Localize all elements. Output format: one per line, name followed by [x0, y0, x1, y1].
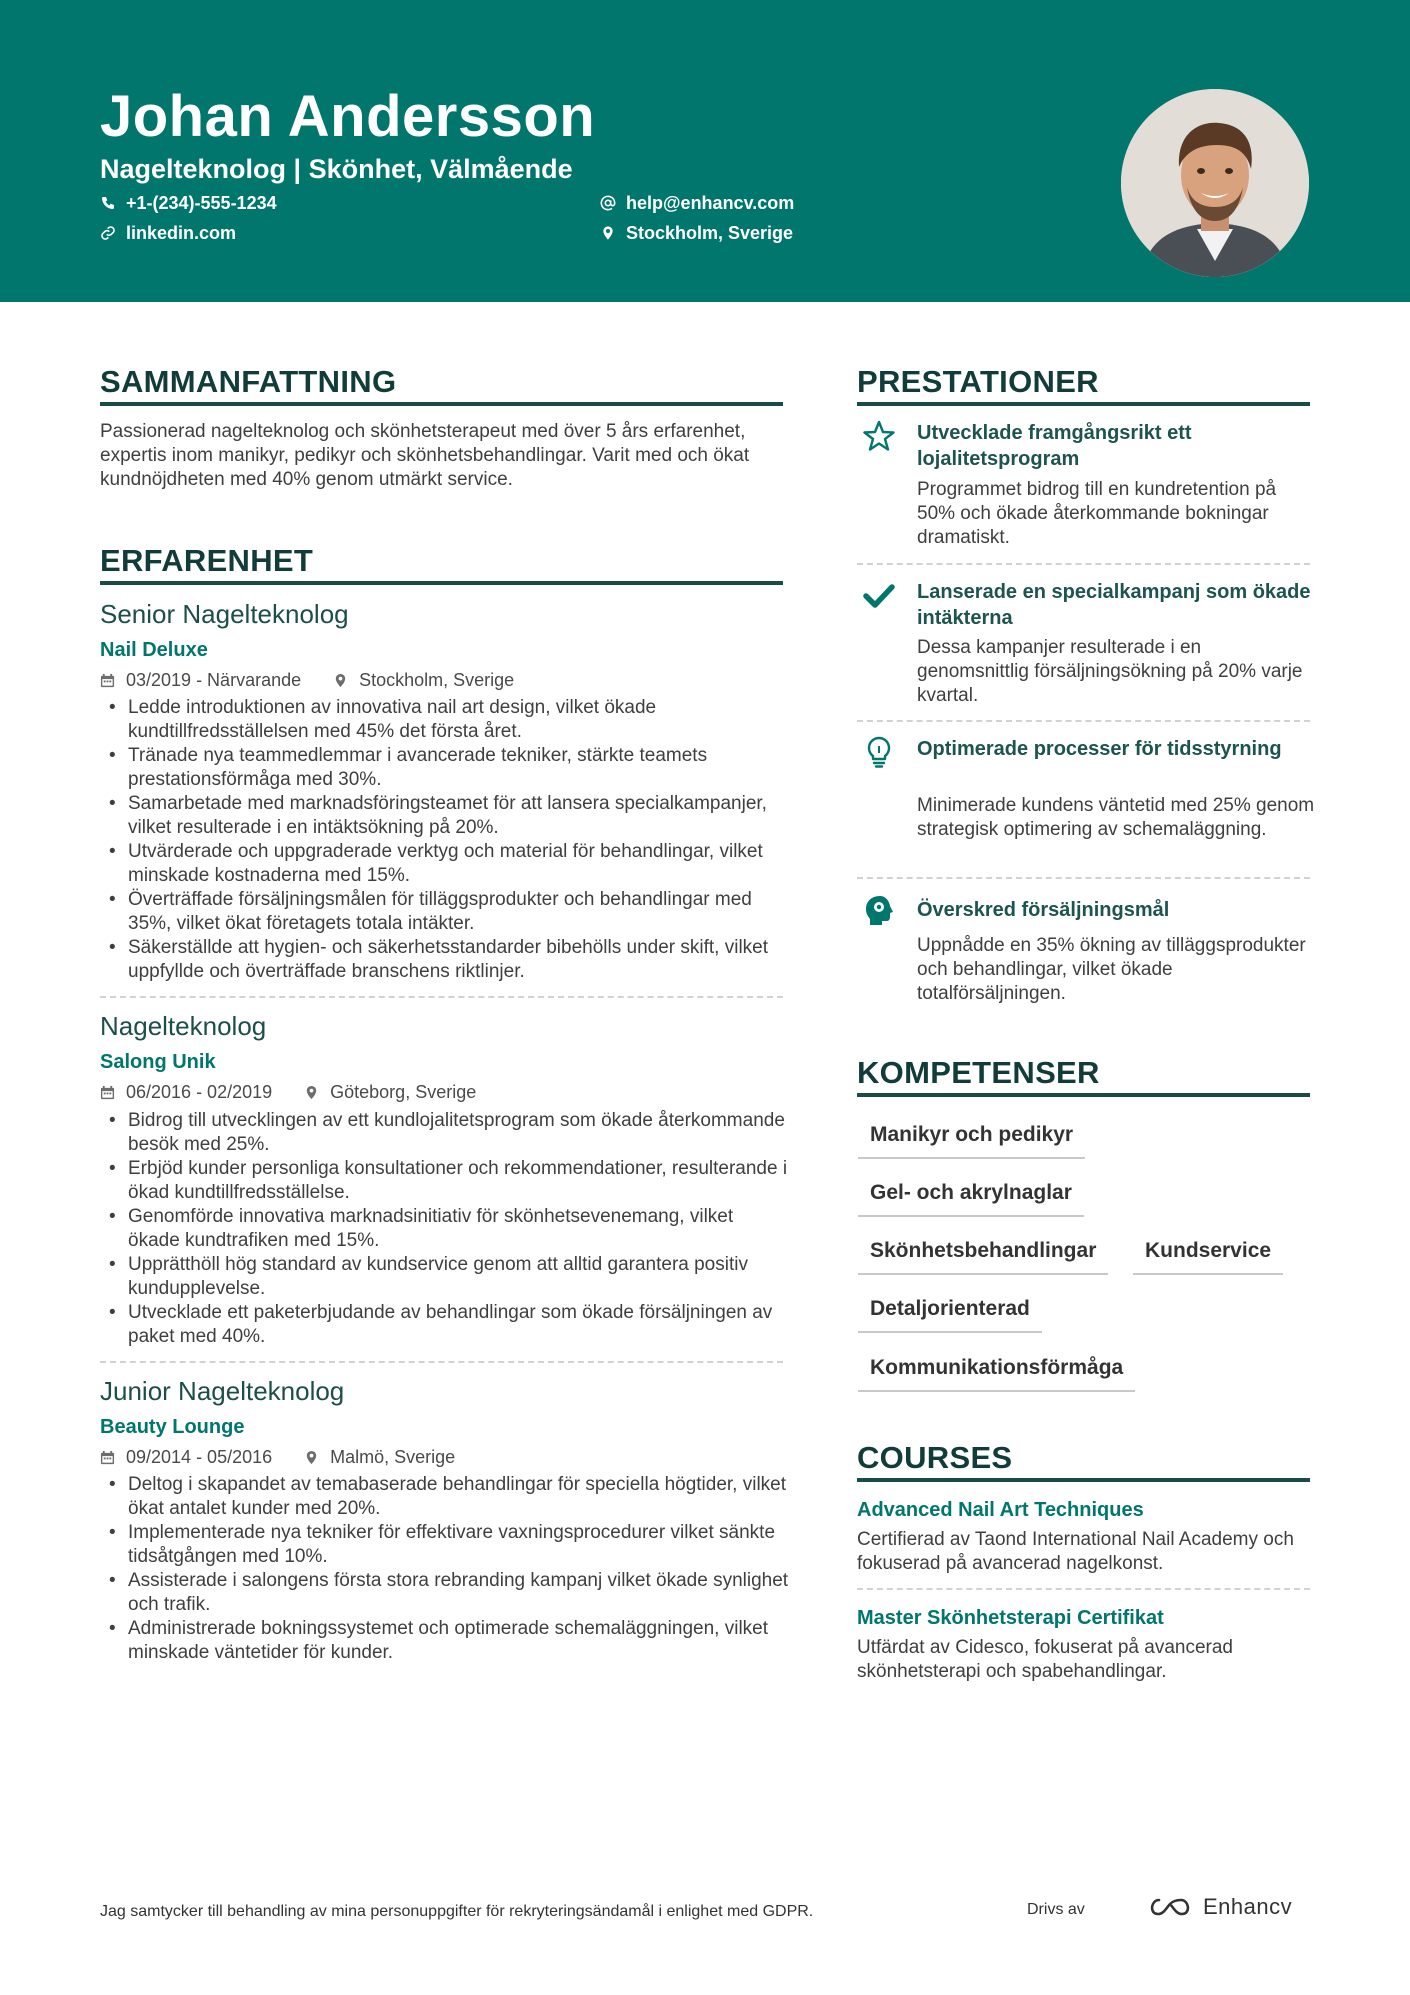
company-name: Nail Deluxe: [100, 639, 208, 661]
resume-header: [0, 0, 1410, 302]
list-item: • Överträffade försäljningsmålen för tilläggsprodukter och behandlingar med 35%, vilket ökat företagets totala intäkter.: [100, 888, 790, 936]
location-pin-icon: [600, 225, 616, 241]
list-item: • Samarbetade med marknadsföringsteamet för att lansera specialkampanjer, vilket resulterade i en intäktsökning på 20%.: [100, 792, 790, 840]
course-divider: [857, 1588, 1310, 1590]
summary-heading: SAMMANFATTNING: [100, 364, 397, 399]
candidate-name: Johan Andersson: [100, 84, 596, 149]
job-title: Nagelteknolog: [100, 1011, 267, 1041]
list-item: • Implementerade nya tekniker för effektivare vaxningsprocedurer vilket sänkte tidsåtgången med 10%.: [100, 1521, 790, 1569]
location-pin-icon: [304, 1450, 319, 1465]
skills-heading: KOMPETENSER: [857, 1055, 1100, 1090]
company-name: Salong Unik: [100, 1051, 216, 1073]
phone-text: +1-(234)-555-1234: [126, 193, 277, 213]
job-location: Stockholm, Sverige: [359, 670, 515, 690]
achievement-desc: Minimerade kundens väntetid med 25% genom strategisk optimering av schemaläggning.: [917, 795, 1315, 840]
summary-text: Passionerad nagelteknolog och skönhetsterapeut med över 5 års erfarenhet, expertis inom manikyr, pedikyr och skönhetsbehandlingar. Varit med och ökat kundnöjdheten med 40% genom utmärkt service.: [100, 421, 750, 490]
achievement-title: Överskred försäljningsmål: [917, 899, 1170, 921]
list-item: • Genomförde innovativa marknadsinitiativ för skönhetsevenemang, vilket ökade kundtrafiken med 15%.: [100, 1205, 790, 1253]
achievements-heading: PRESTATIONER: [857, 364, 1099, 399]
list-item: • Tränade nya teammedlemmar i avancerade tekniker, stärkte teamets prestationsförmåga med 30%.: [100, 744, 790, 792]
courses-divider: [857, 1478, 1310, 1482]
job-bullets: [100, 1109, 790, 1349]
achievement-divider: [857, 720, 1310, 722]
summary-divider: [100, 402, 783, 406]
linkedin-text: linkedin.com: [126, 223, 237, 243]
achievement-desc: Uppnådde en 35% ökning av tilläggsprodukter och behandlingar, vilket ökade totalförsäljningen.: [917, 935, 1306, 1004]
location-text: Stockholm, Sverige: [626, 223, 794, 243]
avatar: [1121, 89, 1309, 277]
job-divider: [100, 1361, 783, 1363]
job-meta: [100, 1081, 476, 1103]
gdpr-consent: Jag samtycker till behandling av mina personuppgifter för rekryteringsändamål i enlighet med GDPR.: [100, 1903, 814, 1920]
achievement-desc: Dessa kampanjer resulterade i en genomsnittlig försäljningsökning på 20% varje kvartal.: [917, 637, 1303, 706]
location-pin-icon: [304, 1085, 319, 1100]
experience-heading: ERFARENHET: [100, 543, 314, 578]
achievement-divider: [857, 563, 1310, 565]
course-title: Advanced Nail Art Techniques: [857, 1499, 1144, 1521]
achievement-title: Optimerade processer för tidsstyrning: [917, 738, 1282, 760]
skill-tag: Kommunikationsförmåga: [858, 1355, 1135, 1392]
location-pin-icon: [333, 673, 348, 688]
candidate-subtitle: Nagelteknolog | Skönhet, Välmående: [100, 154, 573, 184]
achievement-title: Utvecklade framgångsrikt ett lojalitetsprogram: [917, 422, 1192, 470]
list-item: • Utvärderade och uppgraderade verktyg och material för behandlingar, vilket minskade kostnaderna med 15%.: [100, 840, 790, 888]
job-dates: 09/2014 - 05/2016: [126, 1447, 273, 1467]
checkmark-icon: [862, 579, 896, 613]
contact-phone[interactable]: [100, 192, 277, 214]
email-text: help@enhancv.com: [626, 193, 795, 213]
head-gear-icon: [862, 893, 896, 927]
list-item: • Säkerställde att hygien- och säkerhetsstandarder bibehölls under skift, vilket uppfyllde och överträffade branschens riktlinjer.: [100, 936, 790, 984]
calendar-icon: [100, 673, 115, 688]
course-desc: Certifierad av Taond International Nail Academy och fokuserad på avancerad nagelkonst.: [857, 1529, 1294, 1574]
achievement-desc: Programmet bidrog till en kundretention på 50% och ökade återkommande bokningar dramatiskt.: [917, 479, 1277, 548]
courses-heading: COURSES: [857, 1440, 1013, 1475]
phone-icon: [100, 195, 116, 211]
contact-linkedin[interactable]: [100, 222, 236, 244]
job-divider: [100, 996, 783, 998]
experience-divider: [100, 581, 783, 585]
achievement-divider: [857, 877, 1310, 879]
list-item: • Bidrog till utvecklingen av ett kundlojalitetsprogram som ökade återkommande besök med 25%.: [100, 1109, 790, 1157]
skill-tag: Detaljorienterad: [858, 1296, 1042, 1333]
list-item: • Administrerade bokningssystemet och optimerade schemaläggningen, vilket minskade väntetider för kunder.: [100, 1617, 790, 1665]
lightbulb-icon: [862, 735, 896, 769]
list-item: • Ledde introduktionen av innovativa nail art design, vilket ökade kundtillfredsställelsen med 45% det första året.: [100, 696, 790, 744]
job-location: Göteborg, Sverige: [330, 1082, 477, 1102]
link-icon: [100, 225, 116, 241]
course-title: Master Skönhetsterapi Certifikat: [857, 1607, 1164, 1629]
job-title: Senior Nagelteknolog: [100, 599, 349, 629]
skill-tag: Gel- och akrylnaglar: [858, 1180, 1084, 1217]
job-dates: 06/2016 - 02/2019: [126, 1082, 273, 1102]
brand-name: Enhancv: [1203, 1894, 1293, 1919]
contact-email[interactable]: [600, 192, 794, 214]
job-meta: [100, 669, 514, 691]
list-item: • Erbjöd kunder personliga konsultationer och rekommendationer, resulterande i ökad kundtillfredsställelse.: [100, 1157, 790, 1205]
driven-by-label: Drivs av: [1027, 1901, 1085, 1918]
brand-logo[interactable]: [1147, 1894, 1292, 1920]
achievements-divider: [857, 402, 1310, 406]
list-item: • Utvecklade ett paketerbjudande av behandlingar som ökade försäljningen av paket med 40%.: [100, 1301, 790, 1349]
list-item: • Assisterade i salongens första stora rebranding kampanj vilket ökade synlighet och trafik.: [100, 1569, 790, 1617]
skill-tag: Skönhetsbehandlingar: [858, 1238, 1108, 1275]
job-location: Malmö, Sverige: [330, 1447, 456, 1467]
list-item: • Deltog i skapandet av temabaserade behandlingar för speciella högtider, vilket ökat antalet kunder med 20%.: [100, 1473, 790, 1521]
enhancv-logo-icon: [1147, 1896, 1193, 1918]
job-meta: [100, 1446, 455, 1468]
star-icon: [862, 419, 896, 453]
course-desc: Utfärdat av Cidesco, fokuserat på avancerad skönhetsterapi och spabehandlingar.: [857, 1637, 1233, 1682]
job-bullets: [100, 696, 790, 984]
job-bullets: [100, 1473, 790, 1665]
skills-divider: [857, 1093, 1310, 1097]
list-item: • Upprätthöll hög standard av kundservice genom att alltid garantera positiv kundupplevelse.: [100, 1253, 790, 1301]
contact-location: [600, 222, 793, 244]
calendar-icon: [100, 1085, 115, 1100]
calendar-icon: [100, 1450, 115, 1465]
skill-tag: Kundservice: [1133, 1238, 1283, 1275]
job-title: Junior Nagelteknolog: [100, 1376, 345, 1406]
at-icon: [600, 195, 616, 211]
job-dates: 03/2019 - Närvarande: [126, 670, 302, 690]
achievement-title: Lanserade en specialkampanj som ökade intäkterna: [917, 581, 1311, 629]
company-name: Beauty Lounge: [100, 1416, 245, 1438]
skill-tag: Manikyr och pedikyr: [858, 1122, 1085, 1159]
